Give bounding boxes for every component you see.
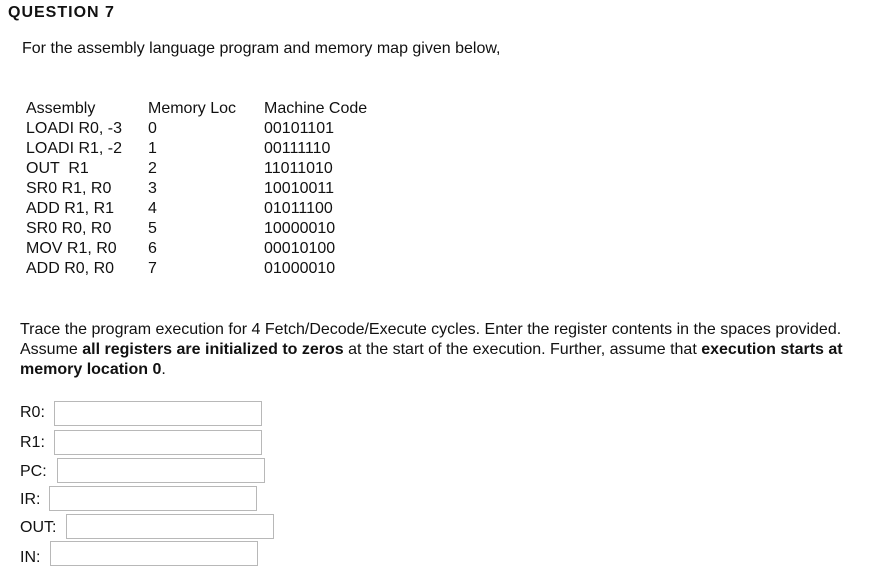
machine-code-cell: 00010100 bbox=[264, 240, 336, 257]
r1-input[interactable] bbox=[54, 430, 262, 455]
instructions-bold-start: execution starts at memory location 0 bbox=[20, 341, 843, 378]
machine-code-cell: 01000010 bbox=[264, 260, 336, 277]
instructions-paragraph bbox=[20, 320, 880, 380]
instructions-text: Trace the program execution for 4 Fetch/Decode/Execute cycles. Enter the register contents in the spaces provided. Assume bbox=[20, 321, 842, 358]
header-machine-code: Machine Code bbox=[264, 100, 368, 117]
out-label: OUT: bbox=[20, 519, 57, 536]
pc-label: PC: bbox=[20, 463, 47, 480]
r0-label: R0: bbox=[20, 404, 45, 421]
memory-loc-cell: 7 bbox=[148, 260, 157, 277]
instructions-text: at the start of the execution. Further, assume that bbox=[343, 341, 702, 358]
question-intro: For the assembly language program and memory map given below, bbox=[22, 40, 501, 57]
ir-label: IR: bbox=[20, 491, 41, 508]
out-input[interactable] bbox=[66, 514, 274, 539]
machine-code-cell: 10000010 bbox=[264, 220, 336, 237]
in-input[interactable] bbox=[50, 541, 258, 566]
program-row bbox=[26, 259, 367, 279]
program-row bbox=[26, 159, 367, 179]
assembly-cell: SR0 R1, R0 bbox=[26, 180, 112, 197]
assembly-cell: SR0 R0, R0 bbox=[26, 220, 112, 237]
program-row bbox=[26, 119, 367, 139]
memory-loc-cell: 5 bbox=[148, 220, 157, 237]
assembly-cell: LOADI R0, -3 bbox=[26, 120, 123, 137]
header-memory-loc: Memory Loc bbox=[148, 100, 237, 117]
assembly-cell: ADD R0, R0 bbox=[26, 260, 115, 277]
machine-code-cell: 00101101 bbox=[264, 120, 334, 137]
program-row bbox=[26, 219, 367, 239]
assembly-cell: LOADI R1, -2 bbox=[26, 140, 123, 157]
memory-loc-cell: 1 bbox=[148, 140, 157, 157]
header-assembly: Assembly bbox=[26, 100, 96, 117]
instructions-text: . bbox=[161, 361, 166, 378]
program-row bbox=[26, 139, 367, 159]
ir-input[interactable] bbox=[49, 486, 257, 511]
memory-loc-cell: 2 bbox=[148, 160, 157, 177]
program-header-row bbox=[26, 99, 367, 119]
program-table bbox=[26, 99, 367, 279]
machine-code-cell: 10010011 bbox=[264, 180, 334, 197]
assembly-cell: MOV R1, R0 bbox=[26, 240, 117, 257]
assembly-cell: ADD R1, R1 bbox=[26, 200, 115, 217]
r1-label: R1: bbox=[20, 434, 45, 451]
program-row bbox=[26, 239, 367, 259]
memory-loc-cell: 6 bbox=[148, 240, 157, 257]
memory-loc-cell: 4 bbox=[148, 200, 157, 217]
question-title: QUESTION 7 bbox=[8, 4, 115, 21]
memory-loc-cell: 3 bbox=[148, 180, 157, 197]
program-row bbox=[26, 199, 367, 219]
machine-code-cell: 01011100 bbox=[264, 200, 333, 217]
program-row bbox=[26, 179, 367, 199]
memory-loc-cell: 0 bbox=[148, 120, 157, 137]
pc-input[interactable] bbox=[57, 458, 265, 483]
assembly-cell: OUT R1 bbox=[26, 160, 89, 177]
machine-code-cell: 11011010 bbox=[264, 160, 333, 177]
in-label: IN: bbox=[20, 549, 41, 566]
r0-input[interactable] bbox=[54, 401, 262, 426]
instructions-bold-registers: all registers are initialized to zeros bbox=[82, 341, 344, 358]
machine-code-cell: 00111110 bbox=[264, 140, 331, 157]
